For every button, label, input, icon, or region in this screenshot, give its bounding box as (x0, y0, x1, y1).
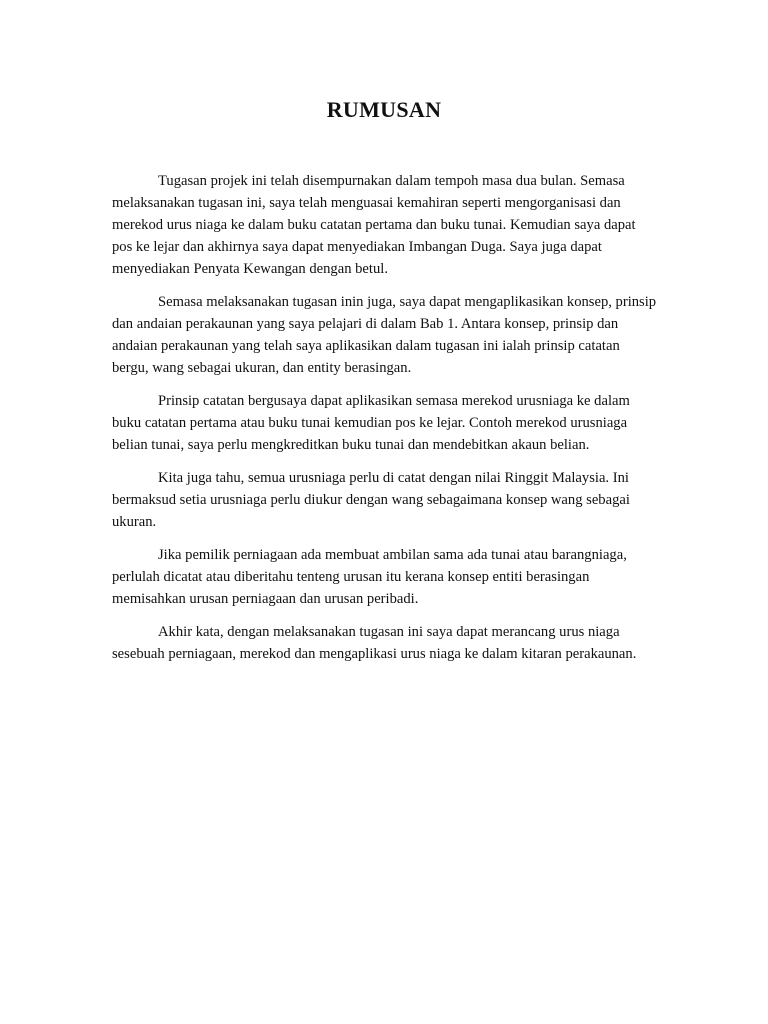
paragraph-6: Akhir kata, dengan melaksanakan tugasan ini saya dapat merancang urus niaga sesebuah perniagaan, merekod dan mengaplikasi urus niaga ke dalam kitaran perakaunan. (112, 624, 637, 662)
paragraph-5: Jika pemilik perniagaan ada membuat ambilan sama ada tunai atau barangniaga, perlulah dicatat atau diberitahu tenteng urusan itu kerana konsep entiti berasingan memisahkan urusan perniagaan dan urusan peribadi. (112, 547, 627, 607)
page-title: RUMUSAN (326, 97, 442, 122)
document-body (112, 170, 657, 676)
paragraph-2: Semasa melaksanakan tugasan inin juga, saya dapat mengaplikasikan konsep, prinsip dan andaian perakaunan yang saya pelajari di dalam Bab 1. Antara konsep, prinsip dan andaian perakaunan yang telah saya aplikasikan dalam tugasan ini ialah prinsip catatan bergu, wang sebagai ukuran, dan entity berasingan. (112, 294, 657, 376)
paragraph-4: Kita juga tahu, semua urusniaga perlu di catat dengan nilai Ringgit Malaysia. Ini bermaksud setia urusniaga perlu diukur dengan wang sebagaimana konsep wang sebagai ukuran. (112, 470, 630, 530)
paragraph-3: Prinsip catatan bergusaya dapat aplikasikan semasa merekod urusniaga ke dalam buku catatan pertama atau buku tunai kemudian pos ke lejar. Contoh merekod urusniaga belian tunai, saya perlu mengkreditkan buku tunai dan mendebitkan akaun belian. (112, 393, 630, 453)
paragraph-1: Tugasan projek ini telah disempurnakan dalam tempoh masa dua bulan. Semasa melaksanakan tugasan ini, saya telah menguasai kemahiran seperti mengorganisasi dan merekod urus niaga ke dalam buku catatan pertama dan buku tunai. Kemudian saya dapat pos ke lejar dan akhirnya saya dapat menyediakan Imbangan Duga. Saya juga dapat menyediakan Penyata Kewangan dengan betul. (112, 173, 636, 277)
